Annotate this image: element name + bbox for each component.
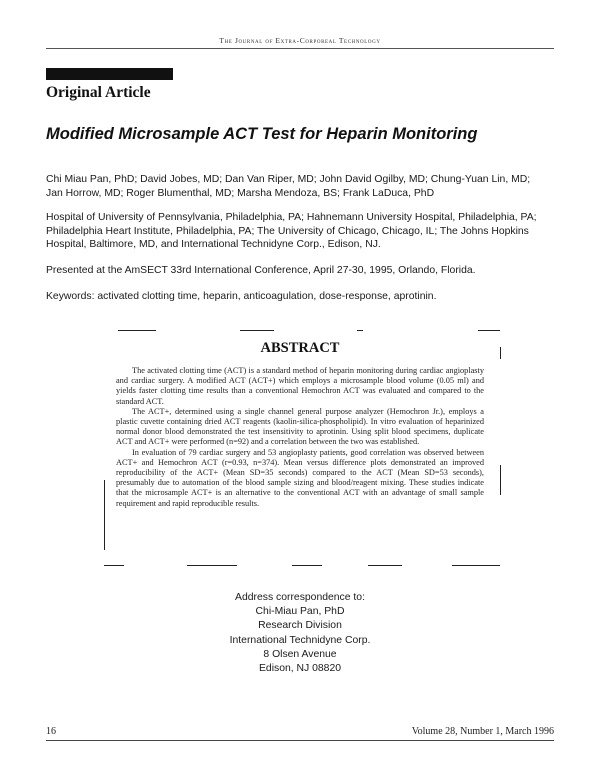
section-bar	[46, 68, 173, 80]
presented-note: Presented at the AmSECT 33rd International Conference, April 27-30, 1995, Orlando, Florida.	[46, 265, 476, 276]
frame-left-segment	[104, 480, 105, 550]
header-rule	[46, 48, 554, 49]
address-line: Edison, NJ 08820	[258, 663, 342, 675]
frame-top-segment	[478, 330, 500, 331]
footer-rule	[46, 740, 554, 741]
keywords-line: Keywords: activated clotting time, heparin, anticoagulation, dose-response, aprotinin.	[46, 291, 437, 302]
frame-bottom-segment	[368, 565, 402, 566]
frame-top-segment	[240, 330, 274, 331]
abstract-paragraph: In evaluation of 79 cardiac surgery and 53 angioplasty patients, good correlation was observed between ACT+ and Hemochron ACT (r=0.93, n=374). Mean versus difference plots demonstrated an improved reproducibility of the ACT+ (Mean SD=35 seconds) compared to the ACT (Mean SD=53 seconds), presumably due to automation of the blood sample sizing and blood/reagent mixing. These studies indicate that the microsample ACT+ is an alternative to the conventional ACT with an advantage of small sample requirement and rapid reproducible results.	[116, 447, 484, 508]
issue-info: Volume 28, Number 1, March 1996	[411, 726, 554, 737]
running-head: The Journal of Extra-Corporeal Technology	[219, 36, 381, 45]
address-line: Address correspondence to:	[235, 592, 365, 603]
abstract-heading: ABSTRACT	[260, 340, 340, 356]
frame-top-segment	[118, 330, 156, 331]
frame-bottom-segment	[104, 565, 124, 566]
address-line: International Technidyne Corp.	[229, 634, 371, 646]
section-label: Original Article	[46, 84, 151, 101]
frame-bottom-segment	[292, 565, 322, 566]
address-line: Research Division	[258, 620, 342, 632]
address-line: Chi-Miau Pan, PhD	[255, 606, 345, 618]
author-line: Chi Miau Pan, PhD; David Jobes, MD; Dan Van Riper, MD; John David Ogilby, MD; Chung-Yuan Lin, MD;	[46, 174, 531, 185]
frame-bottom-segment	[452, 565, 500, 566]
affiliation-line: Hospital of University of Pennsylvania, Philadelphia, PA; Hahnemann University Hospital, Philadelphia, PA;	[46, 212, 537, 223]
frame-right-segment	[500, 465, 501, 495]
author-list	[46, 173, 556, 200]
affiliation-line: Hospital, Baltimore, MD, and International Technidyne Corp., Edison, NJ.	[46, 239, 381, 250]
article-title: Modified Microsample ACT Test for Heparin Monitoring	[46, 125, 478, 143]
abstract-paragraph: The activated clotting time (ACT) is a standard method of heparin monitoring during cardiac angioplasty and cardiac surgery. A modified ACT (ACT+) which employs a microsample blood volume (0.05 ml) and yields faster clotting time results than a conventional Hemochron ACT was evaluated and compared to the standard ACT.	[116, 366, 484, 406]
affiliation-list	[46, 211, 556, 252]
frame-top-segment	[357, 330, 363, 331]
address-line: 8 Olsen Avenue	[263, 648, 337, 660]
correspondence-address	[0, 591, 600, 676]
affiliation-line: Philadelphia Heart Institute, Philadelphia, PA; The University of Chicago, Chicago, IL; The Johns Hopkins	[46, 225, 529, 237]
frame-bottom-segment	[187, 565, 237, 566]
author-line: Jan Horrow, MD; Roger Blumenthal, MD; Marsha Mendoza, BS; Frank LaDuca, PhD	[46, 187, 435, 199]
page-number: 16	[46, 726, 56, 737]
abstract-paragraph: The ACT+, determined using a single channel general purpose analyzer (Hemochron Jr.), employs a plastic cuvette containing dried ACT reagents (kaolin-silica-phospholipid). In vitro evaluation of heparinized normal donor blood demonstrated the test insensitivity to aprotinin. Using split blood specimens, duplicate ACT and ACT+ were performed (n=92) and a correlation between the two was established.	[116, 406, 484, 447]
abstract-body	[116, 366, 484, 509]
